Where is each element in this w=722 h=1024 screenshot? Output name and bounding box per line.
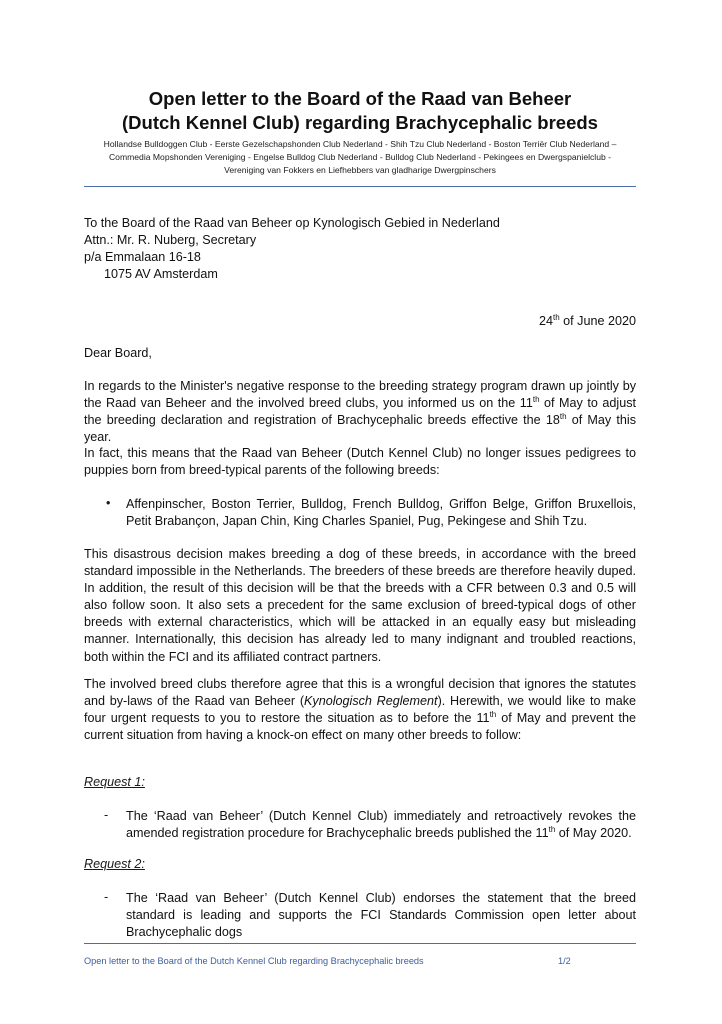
club-list	[80, 138, 640, 178]
paragraph-2: In fact, this means that the Raad van Beheer (Dutch Kennel Club) no longer issues pedigrees to puppies born from breed-typical parents of the following breeds:	[84, 446, 636, 478]
club-list-line-1: Hollandse Bulldoggen Club - Eerste Gezelschapshonden Club Nederland - Shih Tzu Club Nederland - Boston Terriër Club Nederland –	[103, 139, 617, 149]
club-list-line-2: Commedia Mopshonden Vereniging - Engelse Bulldog Club Nederland - Bulldog Club Nederland - Pekingees en Dwergspanielclub -	[108, 152, 612, 163]
request-1-heading: Request 1:	[84, 775, 145, 789]
footer-title: Open letter to the Board of the Dutch Kennel Club regarding Brachycephalic breeds	[84, 956, 424, 966]
paragraph-4: The involved breed clubs therefore agree that this is a wrongful decision that ignores the statutes and by-laws of the Raad van Beheer (Kynologisch Reglement). Herewith, we would like to make four urgent requests to you to restore the situation as to before the 11th of May and prevent the current situation from having a knock-on effect on many other breeds to follow:	[84, 677, 637, 743]
title-line-2: (Dutch Kennel Club) regarding Brachycephalic breeds	[122, 112, 598, 133]
header-divider	[84, 186, 636, 187]
club-list-line-3: Vereniging van Fokkers en Liefhebbers van gladharige Dwergpinschers	[224, 165, 496, 176]
request-2-text: The ‘Raad van Beheer’ (Dutch Kennel Club) endorses the statement that the breed standard is leading and supports the FCI Standards Commission open letter about Brachycephalic dogs	[126, 891, 636, 940]
request-1-dash: -	[104, 808, 109, 822]
request-2-dash: -	[104, 890, 109, 904]
letter-date: 24th of June 2020	[538, 312, 636, 328]
paragraph-1: In regards to the Minister's negative response to the breeding strategy program drawn up jointly by the Raad van Beheer and the involved breed clubs, you informed us on the 11th of May to adjust the breeding declaration and registration of Brachycephalic breeds effective the 18th of May this year.	[84, 379, 636, 445]
page-number: 1/2	[558, 956, 571, 966]
address-line-2: Attn.: Mr. R. Nuberg, Secretary	[84, 233, 257, 247]
paragraph-3: This disastrous decision makes breeding a dog of these breeds, in accordance with the breed standard impossible in the Netherlands. The breeders of these breeds are therefore heavily duped. In addition, the result of this decision will be that the breeds with a CFR between 0.3 and 0.5 will also follow soon. It also sets a precedent for the same exclusion of breed-typical dogs of other breeds with external characteristics, which will be attacked in an equally easy but misleading manner. Internationally, this decision has already led to many indignant and troubled reactions, both within the FCI and its affiliated contract partners.	[84, 547, 636, 664]
address-line-4: 1075 AV Amsterdam	[104, 267, 218, 281]
breeds-list-item: Affenpinscher, Boston Terrier, Bulldog, French Bulldog, Griffon Belge, Griffon Bruxellois, Petit Brabançon, Japan Chin, King Charles Spaniel, Pug, Pekingese and Shih Tzu.	[126, 497, 636, 529]
address-line-1: To the Board of the Raad van Beheer op Kynologisch Gebied in Nederland	[84, 216, 500, 230]
request-2-heading: Request 2:	[84, 857, 145, 871]
bullet-icon: •	[106, 496, 111, 510]
request-1-text: The ‘Raad van Beheer’ (Dutch Kennel Club) immediately and retroactively revokes the amended registration procedure for Brachycephalic breeds published the 11th of May 2020.	[126, 809, 636, 841]
salutation: Dear Board,	[84, 346, 152, 360]
address-line-3: p/a Emmalaan 16-18	[84, 250, 201, 264]
title-line-1: Open letter to the Board of the Raad van Beheer	[148, 88, 572, 109]
footer-divider	[84, 943, 636, 944]
